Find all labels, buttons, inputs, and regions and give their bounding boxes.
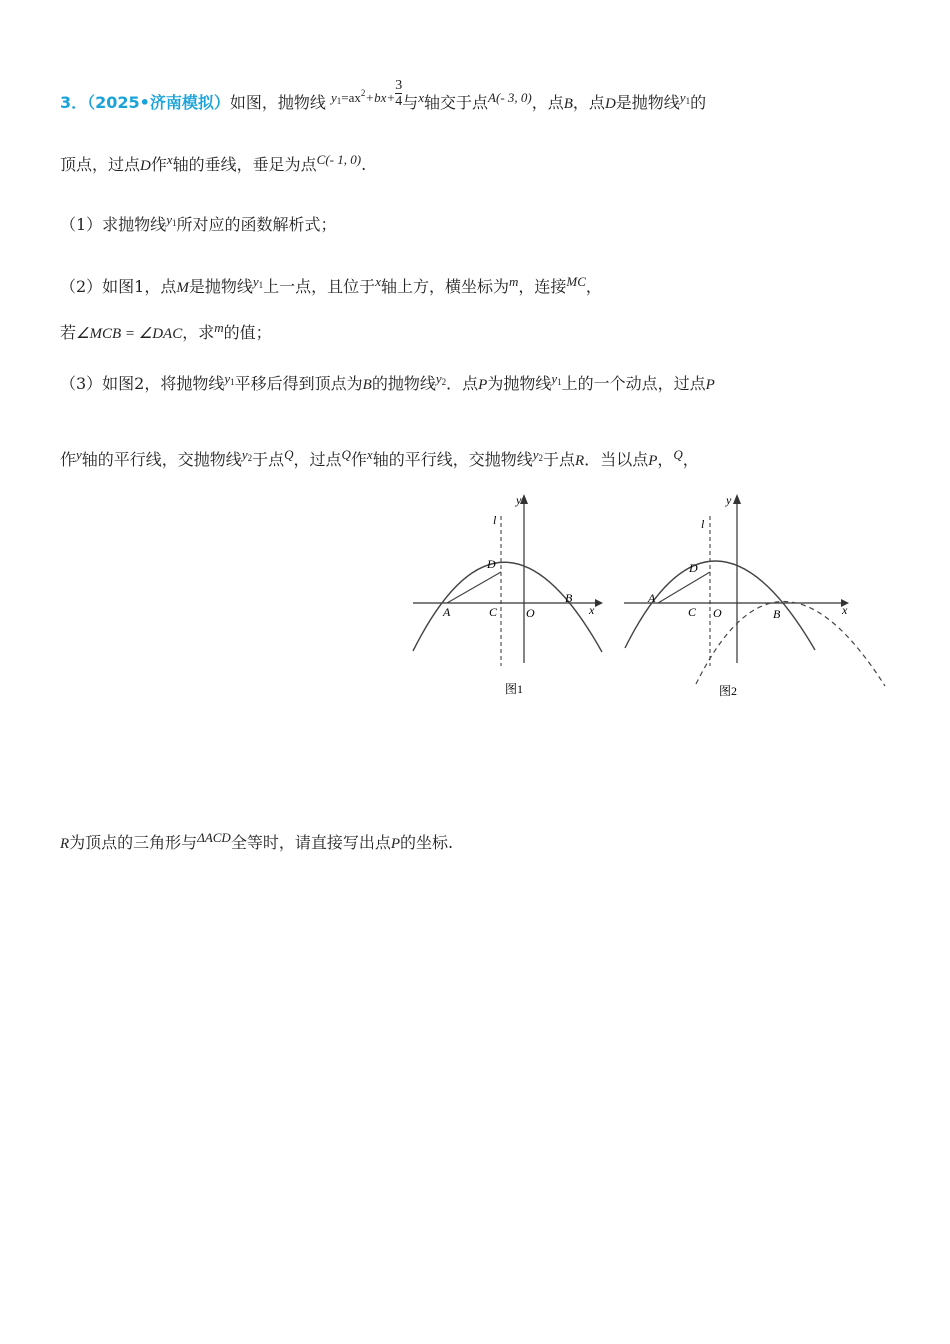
var-p: P — [648, 453, 658, 469]
var-y: y — [224, 371, 231, 386]
text: 轴的平行线，交抛物线 — [372, 450, 533, 469]
label-x: x — [842, 603, 848, 617]
sub: 1 — [230, 377, 235, 387]
text: 上的一个动点，过点 — [561, 374, 706, 393]
text: 轴的平行线，交抛物线 — [81, 450, 242, 469]
var-m-point: M — [176, 280, 189, 296]
var-x: x — [166, 152, 173, 167]
var-m: m — [214, 320, 224, 335]
text: 为抛物线 — [487, 374, 552, 393]
label-o: O — [713, 606, 722, 620]
label-d: D — [689, 561, 698, 575]
text: 的坐标. — [400, 833, 454, 852]
var-m: m — [508, 274, 519, 289]
part-3-line-2 — [60, 447, 699, 472]
text: 作 — [60, 450, 77, 469]
segment-ad — [658, 572, 710, 603]
parabola-equation — [331, 78, 403, 112]
var-mc: MC — [566, 274, 586, 289]
label-o: O — [526, 606, 535, 620]
eq-y: y — [331, 90, 337, 105]
angle-equation: ∠MCB = ∠DAC — [76, 326, 183, 342]
sub: 2 — [441, 377, 447, 387]
figure-caption: 图2 — [719, 684, 738, 698]
label-l: l — [701, 517, 705, 531]
text: ，点 — [531, 93, 564, 112]
frac-den: 4 — [395, 94, 403, 109]
var-p: P — [705, 377, 715, 393]
label-c: C — [489, 605, 498, 619]
text: ，过点 — [293, 450, 342, 469]
x-axis-arrow — [595, 599, 603, 607]
problem-line-1 — [60, 78, 707, 119]
var-d: D — [140, 158, 151, 174]
var-y: y — [252, 274, 259, 289]
text: ， — [682, 450, 699, 469]
label-b: B — [773, 607, 781, 621]
label-d: D — [487, 557, 496, 571]
sub: 2 — [538, 453, 543, 463]
label-y: y — [726, 493, 732, 507]
eq-equals: =ax — [341, 90, 361, 105]
frac-num: 3 — [395, 78, 403, 93]
text: ， — [585, 277, 602, 296]
text: 的 — [690, 93, 707, 112]
problem-source: （2025•济南模拟） — [87, 93, 230, 112]
problem-number: 3． — [60, 93, 88, 112]
text: ，求 — [182, 323, 215, 342]
figure-caption: 图1 — [505, 682, 524, 696]
var-q: Q — [673, 447, 683, 462]
text: 与 — [402, 93, 419, 112]
eq-exp: 2 — [360, 88, 366, 98]
text: 如图，抛物线 — [229, 93, 326, 112]
text: ．点 — [446, 374, 479, 393]
text: 轴的垂线，垂足为点 — [172, 155, 317, 174]
part-3-line-3 — [60, 830, 454, 854]
label-a: A — [443, 605, 451, 619]
fraction-3-4 — [395, 78, 402, 109]
text: 于点 — [543, 450, 576, 469]
label-x: x — [589, 603, 595, 617]
sub: 1 — [557, 377, 562, 387]
var-y: y — [166, 212, 172, 227]
text: 全等时，请直接写出点 — [230, 833, 391, 852]
eq-rest: +bx+ — [365, 90, 396, 105]
text: （2）如图1，点 — [60, 277, 177, 296]
text: . — [361, 155, 367, 174]
var-y: y — [532, 447, 539, 462]
text: 为顶点的三角形与 — [69, 833, 198, 852]
text: 上一点，且位于 — [263, 277, 376, 296]
var-x: x — [375, 274, 381, 289]
var-y: y — [679, 90, 686, 105]
var-p: P — [478, 377, 488, 393]
text: ， — [657, 450, 674, 469]
text: 的抛物线 — [371, 374, 436, 393]
text: 是抛物线 — [188, 277, 253, 296]
text: ，点 — [572, 93, 605, 112]
var-d: D — [604, 96, 616, 112]
var-b: B — [362, 377, 372, 393]
label-y: y — [516, 493, 522, 507]
point-c: C(- 1, 0) — [316, 152, 362, 167]
var-q: Q — [341, 447, 351, 462]
label-c: C — [688, 605, 697, 619]
figure-2 — [620, 488, 895, 703]
var-y: y — [76, 447, 82, 462]
y-axis-arrow — [733, 494, 741, 504]
var-x: x — [366, 447, 373, 462]
text: 顶点，过点 — [60, 155, 141, 174]
part-2-line-2 — [60, 320, 272, 344]
text: 于点 — [252, 450, 285, 469]
label-l: l — [493, 513, 497, 527]
sub: 2 — [247, 453, 253, 463]
sub: 1 — [171, 218, 177, 228]
part-1 — [60, 212, 337, 237]
text: ．当以点 — [584, 450, 649, 469]
part-2-line-1 — [60, 274, 602, 299]
text: 轴上方，横坐标为 — [380, 277, 509, 296]
text: （1）求抛物线 — [60, 215, 167, 234]
var-x: x — [418, 90, 425, 105]
var-q: Q — [284, 447, 294, 462]
sub: 1 — [685, 96, 691, 106]
point-a: A(- 3, 0) — [488, 90, 532, 105]
eq-sub: 1 — [336, 96, 342, 106]
var-y: y — [241, 447, 248, 462]
label-a: A — [648, 591, 656, 605]
var-r: R — [60, 836, 70, 852]
text: ，连接 — [518, 277, 567, 296]
text: （3）如图2，将抛物线 — [60, 374, 225, 393]
text: 作 — [350, 450, 367, 469]
parabola-y1 — [413, 562, 602, 652]
text: 作 — [150, 155, 167, 174]
part-3-line-1 — [60, 371, 715, 396]
text: 若 — [60, 323, 77, 342]
triangle-acd: ΔACD — [197, 830, 231, 845]
label-b: B — [565, 591, 573, 605]
text: 所对应的函数解析式； — [176, 215, 337, 234]
sub: 1 — [258, 280, 264, 290]
text: 轴交于点 — [424, 93, 489, 112]
figure-1 — [405, 488, 610, 703]
text: 的值； — [223, 323, 272, 342]
var-b: B — [563, 96, 573, 112]
problem-line-2 — [60, 152, 367, 176]
var-p: P — [390, 836, 401, 852]
text: 平移后得到顶点为 — [234, 374, 363, 393]
var-r: R — [575, 453, 585, 469]
text: 是抛物线 — [615, 93, 680, 112]
parabola-y2 — [696, 601, 885, 686]
var-y: y — [551, 371, 558, 386]
var-y: y — [435, 371, 442, 386]
